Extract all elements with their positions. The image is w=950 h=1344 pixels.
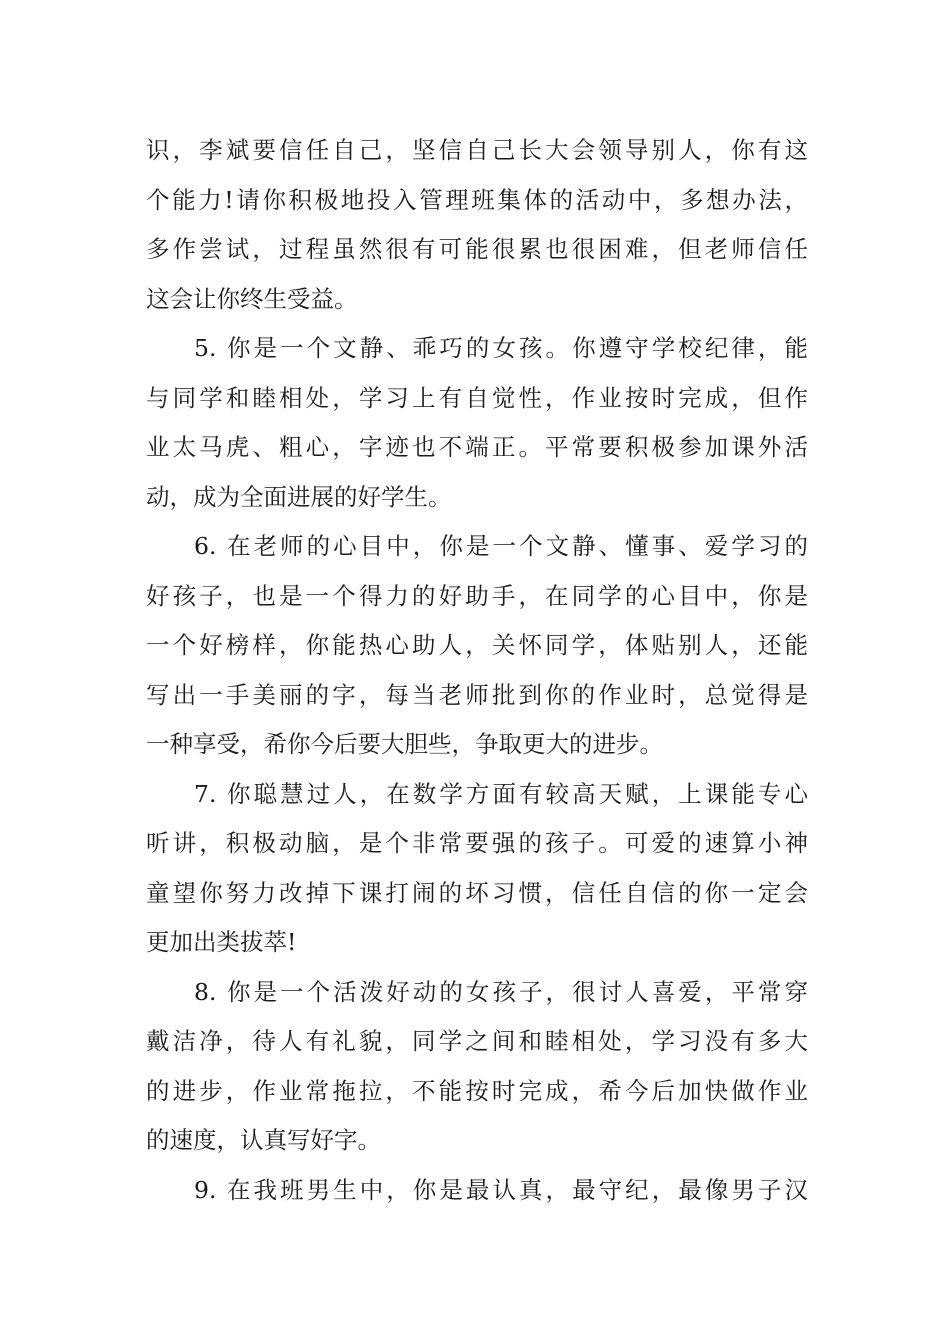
text-line: 一种享受，希你今后要大胆些，争取更大的进步。: [146, 730, 663, 758]
paragraph-9-first-line: 9. 在我班男生中，你是最认真，最守纪，最像男子汉: [194, 1175, 808, 1204]
paragraph-5-first-line: 5. 你是一个文静、乖巧的女孩。你遵守学校纪律，能: [194, 334, 808, 362]
paragraph-6-first-line: 6. 在老师的心目中，你是一个文静、懂事、爱学习的: [194, 532, 808, 560]
document-body: [146, 126, 808, 1215]
text-line: 童望你努力改掉下课打闹的坏习惯，信任自信的你一定会: [146, 878, 808, 907]
text-line: 与同学和睦相处，学习上有自觉性，作业按时完成，但作: [146, 383, 808, 412]
text-line: 个能力!请你积极地投入管理班集体的活动中，多想办法，: [146, 185, 808, 214]
text-line: 这会让你终生受益。: [146, 284, 358, 313]
text-line: 的速度，认真写好字。: [146, 1126, 381, 1154]
text-line: 戴洁净，待人有礼貌，同学之间和睦相处，学习没有多大: [146, 1027, 808, 1055]
text-line: 识，李斌要信任自己，坚信自己长大会领导别人，你有这: [146, 136, 808, 164]
text-line: 写出一手美丽的字，每当老师批到你的作业时，总觉得是: [146, 680, 808, 709]
paragraph-7-first-line: 7. 你聪慧过人，在数学方面有较高天赋，上课能专心: [194, 779, 808, 808]
text-line: 一个好榜样，你能热心助人，关怀同学，体贴别人，还能: [146, 631, 808, 659]
text-line: 动，成为全面进展的好学生。: [146, 482, 452, 511]
text-line: 业太马虎、粗心，字迹也不端正。平常要积极参加课外活: [146, 433, 808, 461]
text-line: 好孩子，也是一个得力的好助手，在同学的心目中，你是: [146, 581, 808, 610]
paragraph-8-first-line: 8. 你是一个活泼好动的女孩子，很讨人喜爱，平常穿: [194, 977, 808, 1006]
text-line: 多作尝试，过程虽然很有可能很累也很困难，但老师信任: [146, 235, 808, 263]
text-line: 更加出类拔萃!: [146, 928, 297, 956]
text-line: 的进步，作业常拖拉，不能按时完成，希今后加快做作业: [146, 1076, 808, 1105]
text-line: 听讲，积极动脑，是个非常要强的孩子。可爱的速算小神: [146, 829, 808, 857]
